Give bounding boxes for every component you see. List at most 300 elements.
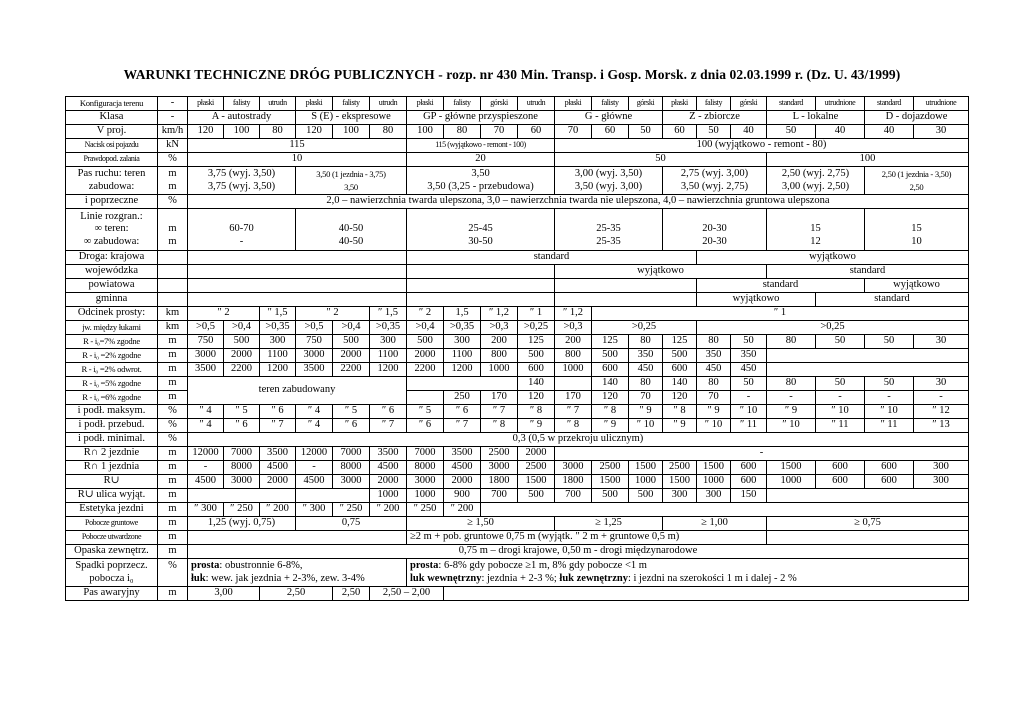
table-cell: 100 (wyjątkowo - remont - 80) — [555, 139, 969, 153]
cell-line: 20-30 — [702, 223, 727, 235]
table-cell: 1200 — [260, 363, 296, 377]
table-cell: 8000 — [407, 461, 444, 475]
table-cell: 1500 — [518, 475, 555, 489]
table-cell: utrudnione — [914, 97, 969, 111]
table-cell: ″ 250 — [407, 503, 444, 517]
table-cell: 2200 — [407, 363, 444, 377]
table-cell — [296, 167, 407, 195]
table-cell: 30 — [914, 335, 969, 349]
table-cell: płaski — [188, 97, 224, 111]
table-cell: km — [158, 307, 188, 321]
table-cell: m — [158, 545, 188, 559]
row-klasa — [66, 111, 969, 125]
text: : 6-8% gdy pobocze ≥1 m, 8% gdy pobocze <1 m — [438, 560, 647, 572]
table-cell: ″ 7 — [444, 419, 481, 433]
table-cell: >0,3 — [481, 321, 518, 335]
table-cell: - — [731, 391, 767, 405]
table-cell: 30 — [914, 125, 969, 139]
row-droga-woj — [66, 265, 969, 279]
table-cell: 2000 — [260, 475, 296, 489]
table-cell: ″ 1 — [592, 307, 969, 321]
table-cell — [407, 377, 518, 391]
table-cell: 50 — [697, 125, 731, 139]
cell-line: 25-35 — [596, 235, 621, 247]
cell-line — [555, 211, 662, 223]
table-cell: m — [158, 503, 188, 517]
row-label: Nacisk osi pojazdu — [66, 139, 158, 153]
table-cell: m — [158, 377, 188, 391]
cell-line — [158, 211, 187, 223]
table-cell — [158, 167, 188, 195]
table-cell: ″ 10 — [767, 419, 816, 433]
table-cell: ″ 2 — [188, 307, 260, 321]
table-cell: wyjątkowo — [697, 293, 816, 307]
row-opaska — [66, 545, 969, 559]
table-cell: 300 — [260, 335, 296, 349]
table-cell: 500 — [518, 489, 555, 503]
table-cell: ″ 1,2 — [481, 307, 518, 321]
table-cell: 2,50 — [333, 587, 370, 601]
row-label: Pas awaryjny — [66, 587, 158, 601]
table-cell: 500 — [407, 335, 444, 349]
table-cell: ″ 10 — [816, 405, 865, 419]
table-cell: 125 — [518, 335, 555, 349]
table-cell: 1100 — [444, 349, 481, 363]
row-label: V proj. — [66, 125, 158, 139]
table-cell: ″ 9 — [663, 419, 697, 433]
table-cell: teren zabudowany — [188, 377, 407, 405]
cell-line — [410, 560, 968, 572]
table-cell: 500 — [518, 349, 555, 363]
table-cell: 3500 — [370, 447, 407, 461]
row-terrain — [66, 97, 969, 111]
table-cell: 1000 — [407, 489, 444, 503]
cell-line: 30-50 — [468, 235, 493, 247]
table-cell: 70 — [697, 391, 731, 405]
table-cell: ″ 5 — [333, 405, 370, 419]
table-cell: m — [158, 587, 188, 601]
row-label: i podł. minimal. — [66, 433, 158, 447]
table-cell: ≥ 1,00 — [663, 517, 767, 531]
table-cell: 500 — [663, 349, 697, 363]
table-cell: płaski — [663, 97, 697, 111]
table-cell: 450 — [697, 363, 731, 377]
table-cell: 750 — [188, 335, 224, 349]
table-cell: >0,35 — [444, 321, 481, 335]
table-cell: 2,50 – 2,00 — [370, 587, 444, 601]
table-cell — [188, 167, 296, 195]
table-cell: ≥ 1,25 — [555, 517, 663, 531]
row-label: wojewódzka — [66, 265, 158, 279]
cell-line — [191, 560, 406, 572]
table-cell: 60 — [518, 125, 555, 139]
table-cell: ″ 250 — [333, 503, 370, 517]
table-cell — [767, 209, 865, 251]
row-spadki — [66, 559, 969, 587]
row-r2j — [66, 447, 969, 461]
table-cell: 140 — [663, 377, 697, 391]
table-cell: 1800 — [481, 475, 518, 489]
table-cell: ″ 1 — [518, 307, 555, 321]
label-prosta: prosta — [410, 560, 439, 572]
table-cell: >0,3 — [555, 321, 592, 335]
table-cell — [767, 489, 969, 503]
row-label: R - i₀ =2% odwrot. — [66, 363, 158, 377]
table-cell: km — [158, 321, 188, 335]
table-cell: 120 — [663, 391, 697, 405]
table-cell: % — [158, 419, 188, 433]
table-cell: 40 — [816, 125, 865, 139]
table-cell: 3000 — [407, 475, 444, 489]
table-cell: 50 — [767, 125, 816, 139]
table-cell: ″ 8 — [663, 405, 697, 419]
label-luk-zew: łuk zewnętrzny — [559, 572, 628, 584]
table-cell: 450 — [731, 363, 767, 377]
table-cell: 50 — [731, 377, 767, 391]
table-cell: 1000 — [555, 363, 592, 377]
table-cell: ″ 300 — [296, 503, 333, 517]
table-cell: 50 — [865, 335, 914, 349]
row-label: Estetyka jezdni — [66, 503, 158, 517]
table-cell: 200 — [481, 335, 518, 349]
table-cell: 3,00 — [188, 587, 260, 601]
table-cell: 3000 — [188, 349, 224, 363]
table-cell: 100 — [224, 125, 260, 139]
table-cell: 2000 — [518, 447, 555, 461]
table-cell — [188, 251, 407, 265]
table-cell: 60 — [592, 125, 629, 139]
table-cell — [767, 531, 969, 545]
row-label: i podł. przebud. — [66, 419, 158, 433]
table-cell: 120 — [296, 125, 333, 139]
road-conditions-table — [65, 96, 969, 601]
table-cell: 250 — [444, 391, 481, 405]
table-cell: 500 — [629, 489, 663, 503]
cell-line — [188, 211, 295, 223]
table-cell: ″ 6 — [407, 419, 444, 433]
table-cell: ″ 2 — [407, 307, 444, 321]
table-cell: falisty — [697, 97, 731, 111]
table-cell: m — [158, 475, 188, 489]
label-luk: łuk — [191, 572, 206, 584]
table-cell: ″ 6 — [333, 419, 370, 433]
table-cell: 300 — [444, 335, 481, 349]
table-cell — [158, 279, 188, 293]
table-cell: ″ 6 — [224, 419, 260, 433]
table-cell: 500 — [224, 335, 260, 349]
table-cell: m — [158, 447, 188, 461]
table-cell: 0,75 m – drogi krajowe, 0,50 m - drogi międzynarodowe — [188, 545, 969, 559]
table-cell: 2500 — [481, 447, 518, 461]
table-cell: 8000 — [333, 461, 370, 475]
cell-line: zabudowa: — [88, 180, 135, 192]
table-cell: 200 — [555, 335, 592, 349]
table-cell: 2000 — [224, 349, 260, 363]
table-cell: ″ 13 — [914, 419, 969, 433]
table-cell: - — [158, 97, 188, 111]
table-cell: standard — [767, 97, 816, 111]
table-cell: 80 — [767, 377, 816, 391]
row-prawd — [66, 153, 969, 167]
table-cell: ″ 4 — [296, 405, 333, 419]
cell-line — [407, 211, 554, 223]
table-cell: 20 — [407, 153, 555, 167]
table-cell: 300 — [914, 475, 969, 489]
table-cell: ″ 9 — [518, 419, 555, 433]
table-cell: 4500 — [444, 461, 481, 475]
table-cell: 1500 — [629, 461, 663, 475]
table-cell: górski — [629, 97, 663, 111]
table-cell: płaski — [407, 97, 444, 111]
table-cell — [865, 167, 969, 195]
table-cell: 0,75 — [296, 517, 407, 531]
cell-line: 2,50 (1 jezdnia - 3,50) — [881, 169, 952, 180]
table-cell — [555, 279, 697, 293]
table-cell: 350 — [697, 349, 731, 363]
table-cell: - — [767, 391, 816, 405]
table-cell: 50 — [865, 377, 914, 391]
table-cell: 125 — [592, 335, 629, 349]
table-cell: ″ 11 — [731, 419, 767, 433]
table-cell: ≥ 1,50 — [407, 517, 555, 531]
table-cell — [767, 349, 969, 363]
cell-line — [296, 211, 406, 223]
table-cell: ≥ 0,75 — [767, 517, 969, 531]
table-cell: 170 — [555, 391, 592, 405]
row-label: i poprzeczne — [66, 195, 158, 209]
table-cell — [767, 363, 969, 377]
cell-line: 2,50 (wyj. 2,75) — [781, 168, 850, 180]
table-cell: m — [158, 531, 188, 545]
row-pas — [66, 167, 969, 195]
table-cell: - — [158, 111, 188, 125]
table-cell: ″ 5 — [407, 405, 444, 419]
cell-line: Spadki poprzecz. — [75, 560, 148, 572]
table-cell — [158, 265, 188, 279]
table-cell — [407, 265, 555, 279]
table-cell — [555, 377, 592, 391]
row-r5 — [66, 377, 969, 391]
table-cell: >0,35 — [370, 321, 407, 335]
table-cell: 3000 — [481, 461, 518, 475]
table-cell: 1000 — [697, 475, 731, 489]
row-vproj — [66, 125, 969, 139]
table-cell: - — [555, 447, 969, 461]
table-cell — [663, 209, 767, 251]
table-cell: falisty — [592, 97, 629, 111]
row-est — [66, 503, 969, 517]
table-cell — [444, 587, 969, 601]
table-cell — [188, 489, 296, 503]
cell-line: 3,75 (wyj. 3,50) — [207, 180, 276, 192]
table-cell: ″ 6 — [260, 405, 296, 419]
row-linie — [66, 209, 969, 251]
table-cell: 80 — [767, 335, 816, 349]
table-cell — [188, 531, 407, 545]
table-cell: 2200 — [224, 363, 260, 377]
table-cell — [407, 167, 555, 195]
table-cell: 1000 — [481, 363, 518, 377]
table-cell: falisty — [333, 97, 370, 111]
table-cell: 300 — [370, 335, 407, 349]
table-cell: ″ 8 — [481, 419, 518, 433]
cell-line: 15 — [911, 223, 922, 235]
table-cell: 1000 — [767, 475, 816, 489]
table-cell — [158, 293, 188, 307]
table-cell: m — [158, 517, 188, 531]
row-luki — [66, 321, 969, 335]
row-label — [66, 559, 158, 587]
table-cell — [158, 251, 188, 265]
table-cell: 7000 — [224, 447, 260, 461]
table-cell: 1200 — [370, 363, 407, 377]
table-cell — [407, 209, 555, 251]
row-label: i podł. maksym. — [66, 405, 158, 419]
table-cell: 3500 — [260, 447, 296, 461]
table-cell: 140 — [518, 377, 555, 391]
table-cell: 600 — [663, 363, 697, 377]
table-cell: 2500 — [592, 461, 629, 475]
row-label: jw. między łukami — [66, 321, 158, 335]
table-cell: 50 — [629, 125, 663, 139]
table-cell: 3500 — [188, 363, 224, 377]
row-label: Prawdopod. zalania — [66, 153, 158, 167]
table-cell: 750 — [296, 335, 333, 349]
table-cell: standard — [697, 279, 865, 293]
table-cell: 70 — [481, 125, 518, 139]
row-label: gminna — [66, 293, 158, 307]
table-cell: 7000 — [407, 447, 444, 461]
cell-line: m — [168, 235, 177, 247]
table-cell: 2,0 – nawierzchnia twarda ulepszona, 3,0 – nawierzchnia twarda nie ulepszona, 4,0 – nawierzchnia gruntowa ulepszona — [188, 195, 969, 209]
row-label: R∩ 2 jezdnie — [66, 447, 158, 461]
spadki-right — [407, 559, 969, 587]
row-awaryjny — [66, 587, 969, 601]
table-cell: 140 — [592, 377, 629, 391]
table-cell: >0,5 — [188, 321, 224, 335]
cell-line: m — [168, 168, 177, 180]
row-label: R - i₀ =5% zgodne — [66, 377, 158, 391]
text: : wew. jak jezdnia + 2-3%, zew. 3-4% — [205, 572, 365, 584]
table-cell: górski — [481, 97, 518, 111]
table-cell: GP - główne przyspieszone — [407, 111, 555, 125]
table-cell — [188, 209, 296, 251]
cell-line: 3,00 (wyj. 3,50) — [574, 168, 643, 180]
table-cell: ″ 4 — [188, 405, 224, 419]
cell-line — [663, 211, 766, 223]
cell-line — [410, 573, 968, 585]
row-nacisk — [66, 139, 969, 153]
row-pobu — [66, 531, 969, 545]
table-cell: 1,25 (wyj. 0,75) — [188, 517, 296, 531]
cell-line: m — [168, 223, 177, 235]
table-cell: ″ 12 — [914, 405, 969, 419]
table-cell: 1200 — [444, 363, 481, 377]
row-r7 — [66, 335, 969, 349]
table-cell: 50 — [731, 335, 767, 349]
table-cell: ″ 9 — [767, 405, 816, 419]
table-cell: - — [816, 391, 865, 405]
table-cell: 600 — [518, 363, 555, 377]
spadki-left — [188, 559, 407, 587]
table-cell: 300 — [663, 489, 697, 503]
row-label: R∪ — [66, 475, 158, 489]
table-cell: ″ 200 — [444, 503, 481, 517]
table-cell: 500 — [333, 335, 370, 349]
cell-line: Pas ruchu: teren — [77, 168, 146, 180]
table-cell: wyjątkowo — [697, 251, 969, 265]
table-cell — [158, 559, 188, 587]
table-cell: ″ 11 — [816, 419, 865, 433]
table-cell: >0,4 — [224, 321, 260, 335]
table-cell: 12000 — [296, 447, 333, 461]
table-cell: 900 — [444, 489, 481, 503]
table-cell: ″ 1,5 — [260, 307, 296, 321]
table-cell: 1100 — [260, 349, 296, 363]
cell-line — [158, 573, 187, 585]
table-cell: ″ 200 — [260, 503, 296, 517]
table-cell: 1500 — [592, 475, 629, 489]
table-cell: 3500 — [444, 447, 481, 461]
cell-line: 3,50 — [471, 168, 490, 180]
table-cell: G - główne — [555, 111, 663, 125]
table-cell: km/h — [158, 125, 188, 139]
table-cell: 50 — [816, 377, 865, 391]
table-cell — [865, 209, 969, 251]
table-cell: ″ 8 — [555, 419, 592, 433]
text: : obustronnie 6-8%, — [219, 560, 303, 572]
table-cell: 2000 — [407, 349, 444, 363]
table-cell: 100 — [407, 125, 444, 139]
table-cell: płaski — [296, 97, 333, 111]
table-cell: ″ 9 — [697, 405, 731, 419]
table-cell: 50 — [555, 153, 767, 167]
table-cell: >0,35 — [260, 321, 296, 335]
row-label: R - i₀ =6% zgodne — [66, 391, 158, 405]
table-cell: ≥2 m + pob. gruntowe 0,75 m (wyjątk. ″ 2 m + gruntowe 0,5 m) — [407, 531, 767, 545]
table-cell: 2000 — [333, 349, 370, 363]
table-cell — [481, 503, 969, 517]
table-cell — [407, 293, 555, 307]
table-cell: D - dojazdowe — [865, 111, 969, 125]
table-cell: >0,4 — [407, 321, 444, 335]
table-cell: falisty — [224, 97, 260, 111]
table-cell: % — [158, 195, 188, 209]
row-pob — [66, 517, 969, 531]
row-label: Odcinek prosty: — [66, 307, 158, 321]
row-label — [66, 167, 158, 195]
table-cell: m — [158, 363, 188, 377]
table-cell: 350 — [629, 349, 663, 363]
table-cell: 12000 — [188, 447, 224, 461]
text: : jezdnia + 2-3 %; — [481, 572, 560, 584]
table-cell: >0,4 — [333, 321, 370, 335]
table-cell: 1800 — [555, 475, 592, 489]
table-cell: 80 — [370, 125, 407, 139]
cell-line: % — [168, 560, 177, 572]
table-cell: 8000 — [224, 461, 260, 475]
table-cell: >0,25 — [518, 321, 555, 335]
table-cell: ″ 11 — [865, 419, 914, 433]
cell-line: 15 — [810, 223, 821, 235]
table-cell: 30 — [914, 377, 969, 391]
table-cell: 120 — [188, 125, 224, 139]
table-cell: 120 — [592, 391, 629, 405]
table-cell: % — [158, 153, 188, 167]
table-cell: 700 — [481, 489, 518, 503]
table-cell: 60 — [663, 125, 697, 139]
table-cell: 3000 — [333, 475, 370, 489]
